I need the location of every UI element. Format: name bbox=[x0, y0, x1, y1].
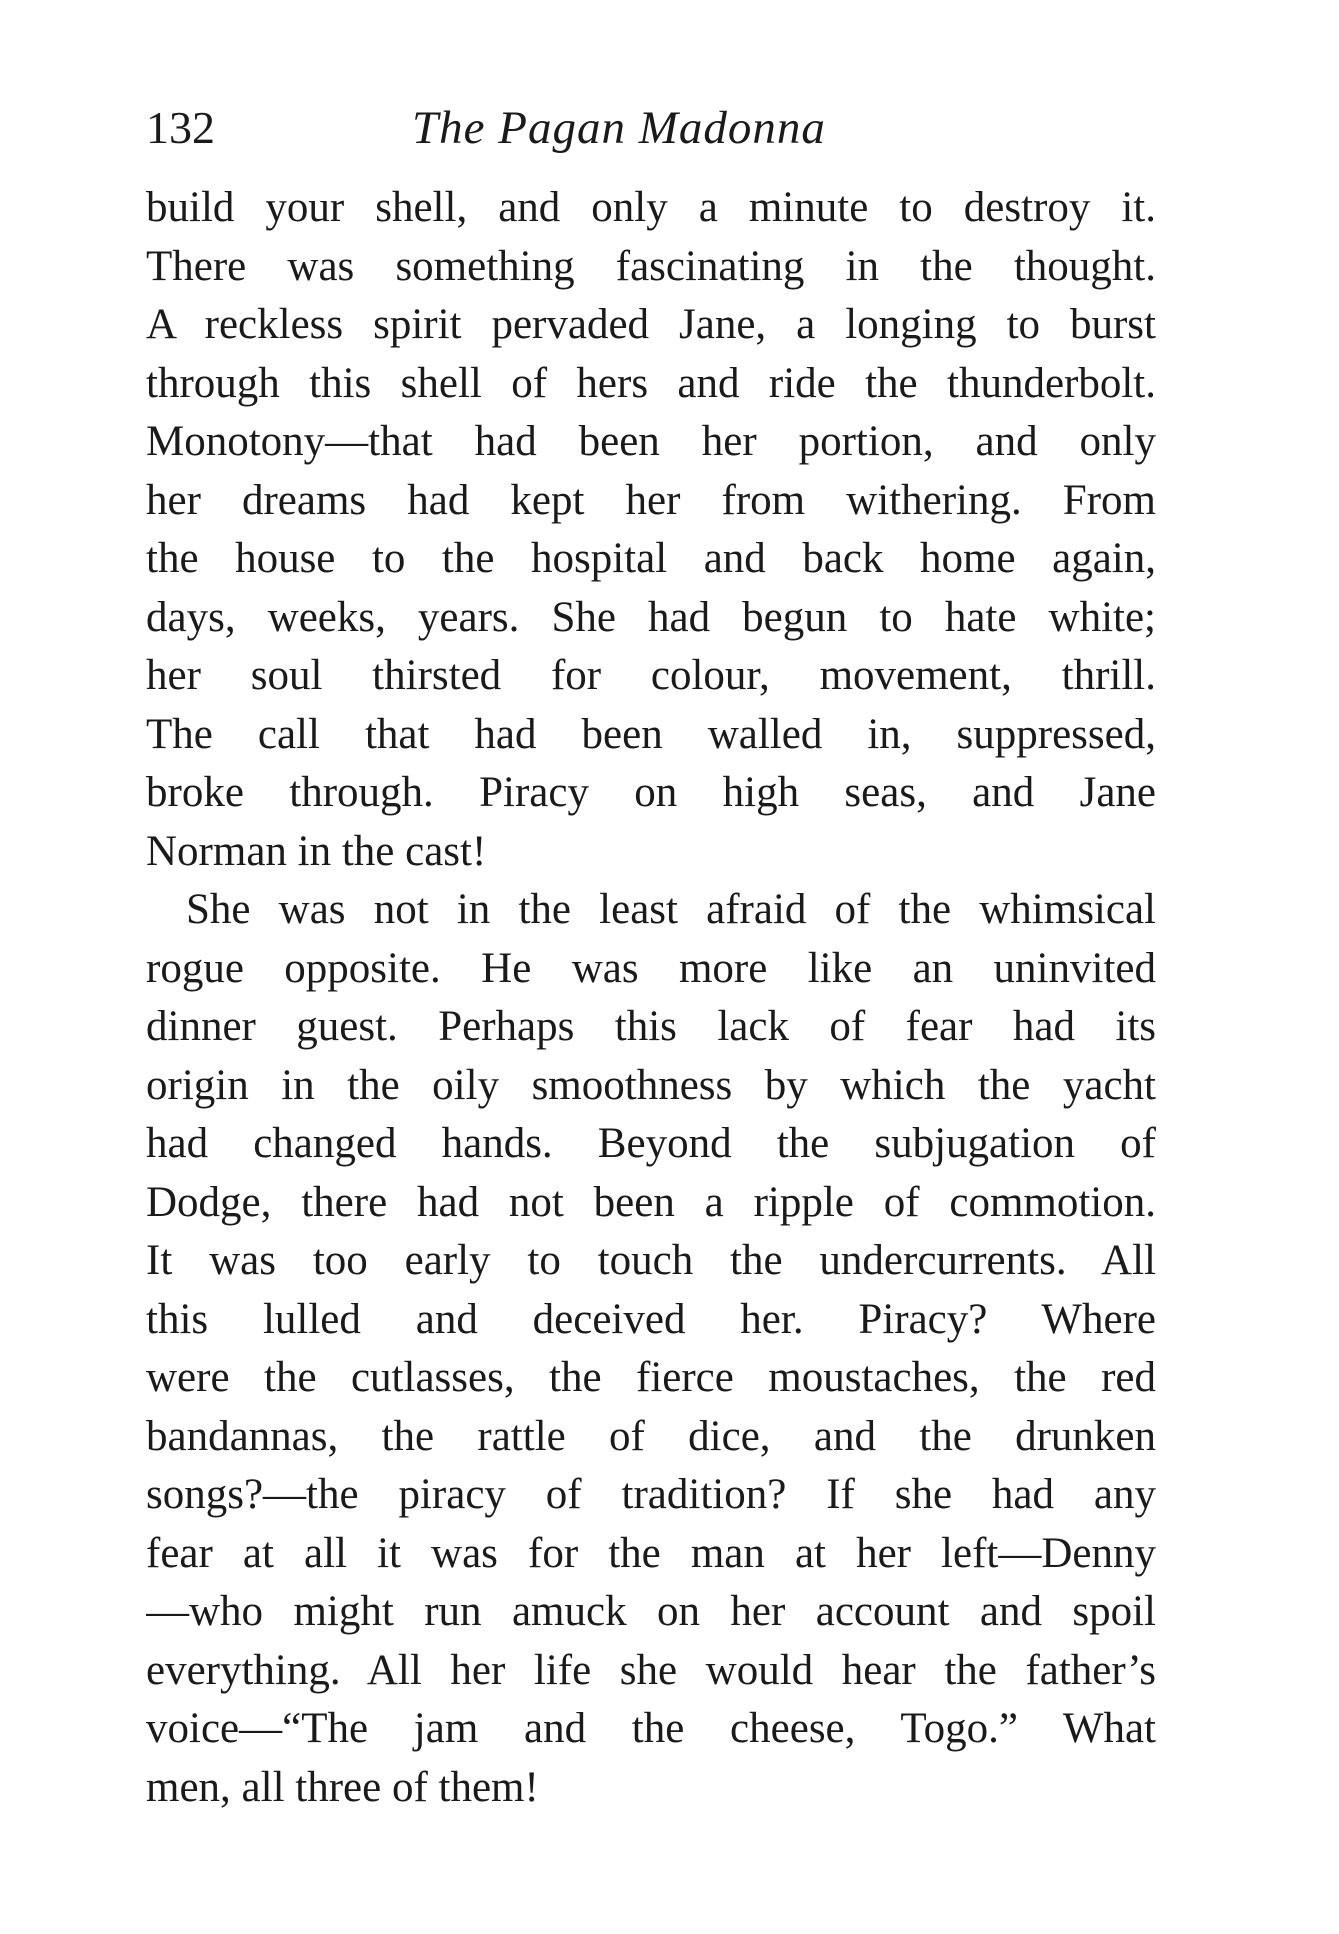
text-line: this lulled and deceived her. Piracy? Where bbox=[146, 1295, 1156, 1343]
paragraph-2 bbox=[146, 881, 1156, 1817]
text-line: The call that had been walled in, suppressed, bbox=[146, 710, 1156, 758]
text-line: were the cutlasses, the fierce moustaches, the red bbox=[146, 1354, 1156, 1401]
text-line: bandannas, the rattle of dice, and the drunken bbox=[146, 1412, 1156, 1460]
text-line: her dreams had kept her from withering. From bbox=[146, 476, 1156, 524]
text-line: everything. All her life she would hear the father’s bbox=[146, 1646, 1156, 1694]
text-line: broke through. Piracy on high seas, and Jane bbox=[146, 769, 1156, 816]
text-line: days, weeks, years. She had begun to hate white; bbox=[146, 593, 1156, 641]
text-line: She was not in the least afraid of the whimsical bbox=[186, 886, 1156, 933]
text-line: her soul thirsted for colour, movement, thrill. bbox=[146, 652, 1156, 699]
text-line: There was something fascinating in the thought. bbox=[146, 242, 1156, 290]
text-line: voice—“The jam and the cheese, Togo.” What bbox=[146, 1705, 1156, 1752]
body-text bbox=[146, 179, 1156, 1817]
text-line: Dodge, there had not been a ripple of commotion. bbox=[146, 1178, 1156, 1226]
text-line: dinner guest. Perhaps this lack of fear had its bbox=[146, 1003, 1156, 1050]
text-line: the house to the hospital and back home again, bbox=[146, 535, 1156, 582]
text-line: A reckless spirit pervaded Jane, a longing to burst bbox=[146, 301, 1156, 348]
text-line: Norman in the cast! bbox=[146, 827, 487, 875]
page-header bbox=[146, 98, 1156, 158]
page-number: 132 bbox=[146, 102, 215, 153]
text-line: songs?—the piracy of tradition? If she had any bbox=[146, 1471, 1156, 1518]
text-line: Monotony—that had been her portion, and only bbox=[146, 418, 1156, 465]
text-line: build your shell, and only a minute to destroy it. bbox=[146, 184, 1156, 231]
text-line: rogue opposite. He was more like an uninvited bbox=[146, 944, 1156, 992]
text-line: It was too early to touch the undercurrents. All bbox=[146, 1237, 1156, 1284]
running-title: The Pagan Madonna bbox=[412, 102, 826, 154]
text-line: fear at all it was for the man at her left—Denny bbox=[146, 1529, 1156, 1577]
text-line: through this shell of hers and ride the thunderbolt. bbox=[146, 359, 1156, 407]
text-line: —who might run amuck on her account and spoil bbox=[146, 1588, 1156, 1635]
text-line: men, all three of them! bbox=[146, 1763, 539, 1811]
paragraph-1 bbox=[146, 179, 1156, 881]
text-line: had changed hands. Beyond the subjugation of bbox=[146, 1120, 1156, 1167]
text-line: origin in the oily smoothness by which the yacht bbox=[146, 1061, 1156, 1109]
